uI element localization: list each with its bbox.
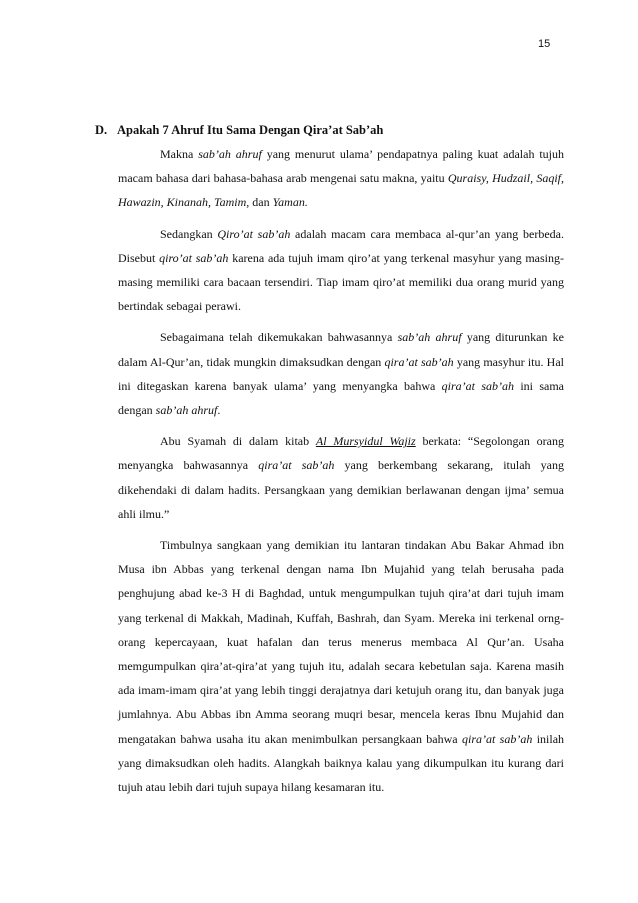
p3-italic-b: sab’ah ahruf	[397, 330, 462, 345]
p3-italic-h: sab’ah ahruf	[155, 403, 218, 418]
paragraph-2	[118, 222, 564, 319]
page-number: 15	[538, 38, 551, 50]
p3-italic-d: qira’at sab’ah	[384, 354, 454, 369]
paragraph-5	[118, 533, 564, 799]
p3-text-i: .	[217, 403, 221, 418]
paragraph-3	[118, 325, 564, 422]
section-heading	[95, 123, 565, 138]
p3-italic-f: qira’at sab’ah	[441, 378, 515, 393]
p5-italic-b: qira’at sab’ah	[461, 731, 533, 746]
p5-text-a: Timbulnya sangkaan yang demikian itu lantaran tindakan Abu Bakar Ahmad ibn Musa ibn Abbas yang terkenal dengan nama Ibn Mujahid yang telah berusaha pada penghujung abad ke-3 H di Baghdad, untuk mengumpulkan tujuh qira’at dari tujuh imam yang terkenal di Makkah, Madinah, Kuffah, Bashrah, dan Syam. Mereka ini terkenal orng-orang kepercayaan, kuat hafalan dan terus menerus membaca Al Qur’an. Usaha memgumpulkan qira’at-qira’at yang tujuh itu, adalah secara kebetulan saja. Karena masih ada imam-imam qira’at yang lebih tinggi derajatnya dari ketujuh orang itu, dan banyak juga jumlahnya. Abu Abbas ibn Amma seorang muqri besar, mencela keras Ibnu Mujahid dan mengatakan bahwa usaha itu akan menimbulkan persangkaan bahwa	[118, 538, 564, 746]
body-text	[118, 142, 564, 806]
p4-text-a: Abu Syamah di dalam kitab	[160, 434, 316, 449]
p2-italic-b: Qiro’at sab’ah	[217, 226, 291, 241]
paragraph-4	[118, 429, 564, 526]
p4-italic-b	[316, 434, 416, 448]
p1-italic-b: sab’ah ahruf	[198, 147, 262, 161]
p3-text-a: Sebagaimana telah dikemukakan bahwasannya	[160, 330, 398, 345]
p1-italic-d: Quraisy, Hudzail, Saqif, Hawazin, Kinanah, Tamim,	[118, 171, 564, 210]
p1-text-e: dan	[249, 195, 273, 210]
p4-text-e: yang berkembang sekarang, itulah yang dikehendaki di dalam hadits. Persangkaan yang demikian berlawanan dengan ijma’ semua ahli ilmu.”	[118, 458, 565, 521]
p5-text-c: inilah yang dimaksudkan oleh hadits. Alangkah baiknya kalau yang dikumpulkan itu kurang dari tujuh atau lebih dari tujuh supaya hilang kesamaran itu.	[118, 731, 565, 795]
p2-italic-d: qiro’at sab’ah	[159, 250, 229, 265]
p2-text-a: Sedangkan	[160, 226, 218, 241]
p3-text-e: yang masyhur itu. Hal ini ditegaskan karena banyak ulama’ yang menyangka bahwa	[118, 354, 565, 393]
p4-italic-d: qira’at sab’ah	[258, 458, 335, 473]
p1-text-c: yang menurut ulama’ pendapatnya paling kuat adalah tujuh macam bahasa dari bahasa-bahasa arab mengenai satu makna, yaitu	[118, 147, 565, 186]
p1-text-a: Makna	[160, 147, 199, 161]
section-letter: D.	[95, 123, 108, 137]
p4-book-title: Al Mursyidul Wajiz	[315, 434, 416, 449]
p2-text-c: adalah macam cara membaca al-qur’an yang berbeda. Disebut	[118, 226, 564, 265]
paragraph-1	[118, 142, 564, 215]
p3-text-c: yang diturunkan ke dalam Al-Qur’an, tidak mungkin dimaksudkan dengan	[118, 330, 564, 369]
p1-italic-f: Yaman.	[272, 195, 308, 210]
p4-text-c: berkata: “Segolongan orang menyangka bahwasannya	[118, 434, 564, 473]
p3-text-g: ini sama dengan	[118, 378, 565, 418]
p2-text-e: karena ada tujuh imam qiro’at yang terkenal masyhur yang masing-masing memiliki cara bacaan tersendiri. Tiap imam qiro’at memiliki dua orang murid yang bertindak sebagai perawi.	[118, 250, 564, 314]
section-title: Apakah 7 Ahruf Itu Sama Dengan Qira’at Sab’ah	[117, 123, 384, 137]
